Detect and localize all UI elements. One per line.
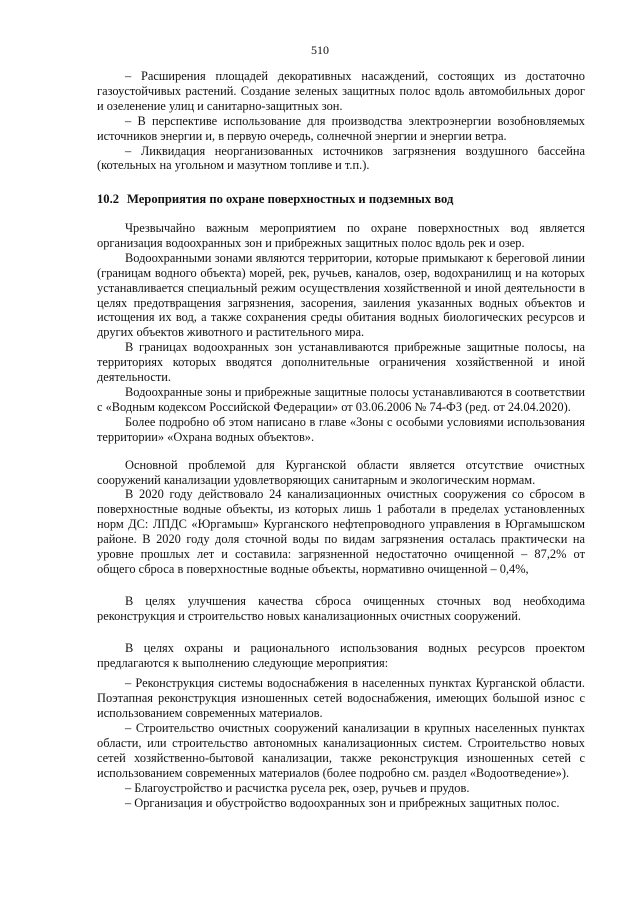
paragraph: В целях охраны и рационального использования водных ресурсов проектом предлагаются к выполнению следующие мероприятия: xyxy=(97,640,585,670)
section-title-text: Мероприятия по охране поверхностных и подземных вод xyxy=(127,192,454,206)
paragraph: В границах водоохранных зон устанавливаются прибрежные защитные полосы, на территориях которых вводятся дополнительные ограничения хозяйственной и иной деятельности. xyxy=(97,340,585,385)
page-number: 510 xyxy=(311,43,329,57)
intro-block xyxy=(97,69,585,173)
section-title xyxy=(97,192,585,207)
paragraph: Чрезвычайно важным мероприятием по охране поверхностных вод является организация водоохранных зон и прибрежных защитных полос вдоль рек и озер. xyxy=(97,221,585,250)
list-item: – В перспективе использование для производства электроэнергии возобновляемых источников энергии и, в первую очередь, солнечной энергии и энергии ветра. xyxy=(97,113,585,143)
section-number: 10.2 xyxy=(97,192,120,206)
paragraph: Водоохранные зоны и прибрежные защитные полосы устанавливаются в соответствии с «Водным кодексом Российской Федерации» от 03.06.2006 № 74-ФЗ (ред. от 24.04.2020). xyxy=(97,384,585,414)
section-body xyxy=(97,221,585,811)
paragraph: Водоохранными зонами являются территории, которые примыкают к береговой линии (границам водного объекта) морей, рек, ручьев, каналов, озер, водохранилищ и на которых устанавливается специальный режим осуществления хозяйственной и иной деятельности в целях предотвращения загрязнения, засорения, заиления указанных водных объектов и истощения их вод, а также сохранения среды обитания водных биологических ресурсов и других объектов животного и растительного мира. xyxy=(97,250,585,340)
list-item: – Строительство очистных сооружений канализации в крупных населенных пунктах области, или строительство автономных канализационных систем. Строительство новых сетей хозяйственно-бытовой канализации, также реконструкция изношенных сетей с использованием современных материалов (более подробно см. раздел «Водоотведение»). xyxy=(97,721,585,780)
list-item: – Ликвидация неорганизованных источников загрязнения воздушного бассейна (котельных на угольном и мазутном топливе и т.п.). xyxy=(97,143,585,173)
paragraph: Основной проблемой для Курганской области является отсутствие очистных сооружений канализации удовлетворяющих санитарным и экологическим нормам. xyxy=(97,457,585,487)
paragraph: В 2020 году действовало 24 канализационных очистных сооружения со сбросом в поверхностные водные объекты, из которых лишь 1 работали в пределах установленных норм ДС: ЛПДС «Юргамыш» Курганского нефтепроводного управления в Юргамышском районе. В 2020 году доля сточной воды по видам загрязнения осталась практически на уровне прошлых лет и составила: загрязненной недостаточно очищенной – 87,2% от общего сброса в поверхностные водные объекты, нормативно очищенной – 0,4%, xyxy=(97,487,585,576)
paragraph: В целях улучшения качества сброса очищенных сточных вод необходима реконструкция и строительство новых канализационных очистных сооружений. xyxy=(97,593,585,623)
list-item: – Реконструкция системы водоснабжения в населенных пунктах Курганской области. Поэтапная реконструкция изношенных сетей водоснабжения, имеющих большой износ с использованием современных материалов. xyxy=(97,676,585,721)
list-item: – Расширения площадей декоративных насаждений, состоящих из достаточно газоустойчивых растений. Создание зеленых защитных полос вдоль автомобильных дорог и озеленение улиц и санитарно-защитных зон. xyxy=(97,69,585,113)
paragraph: Более подробно об этом написано в главе «Зоны с особыми условиями использования территории» «Охрана водных объектов». xyxy=(97,414,585,444)
section-heading xyxy=(97,192,585,207)
list-item: – Благоустройство и расчистка русела рек, озер, ручьев и прудов. xyxy=(125,780,470,795)
list-item: – Организация и обустройство водоохранных зон и прибрежных защитных полос. xyxy=(125,795,560,810)
